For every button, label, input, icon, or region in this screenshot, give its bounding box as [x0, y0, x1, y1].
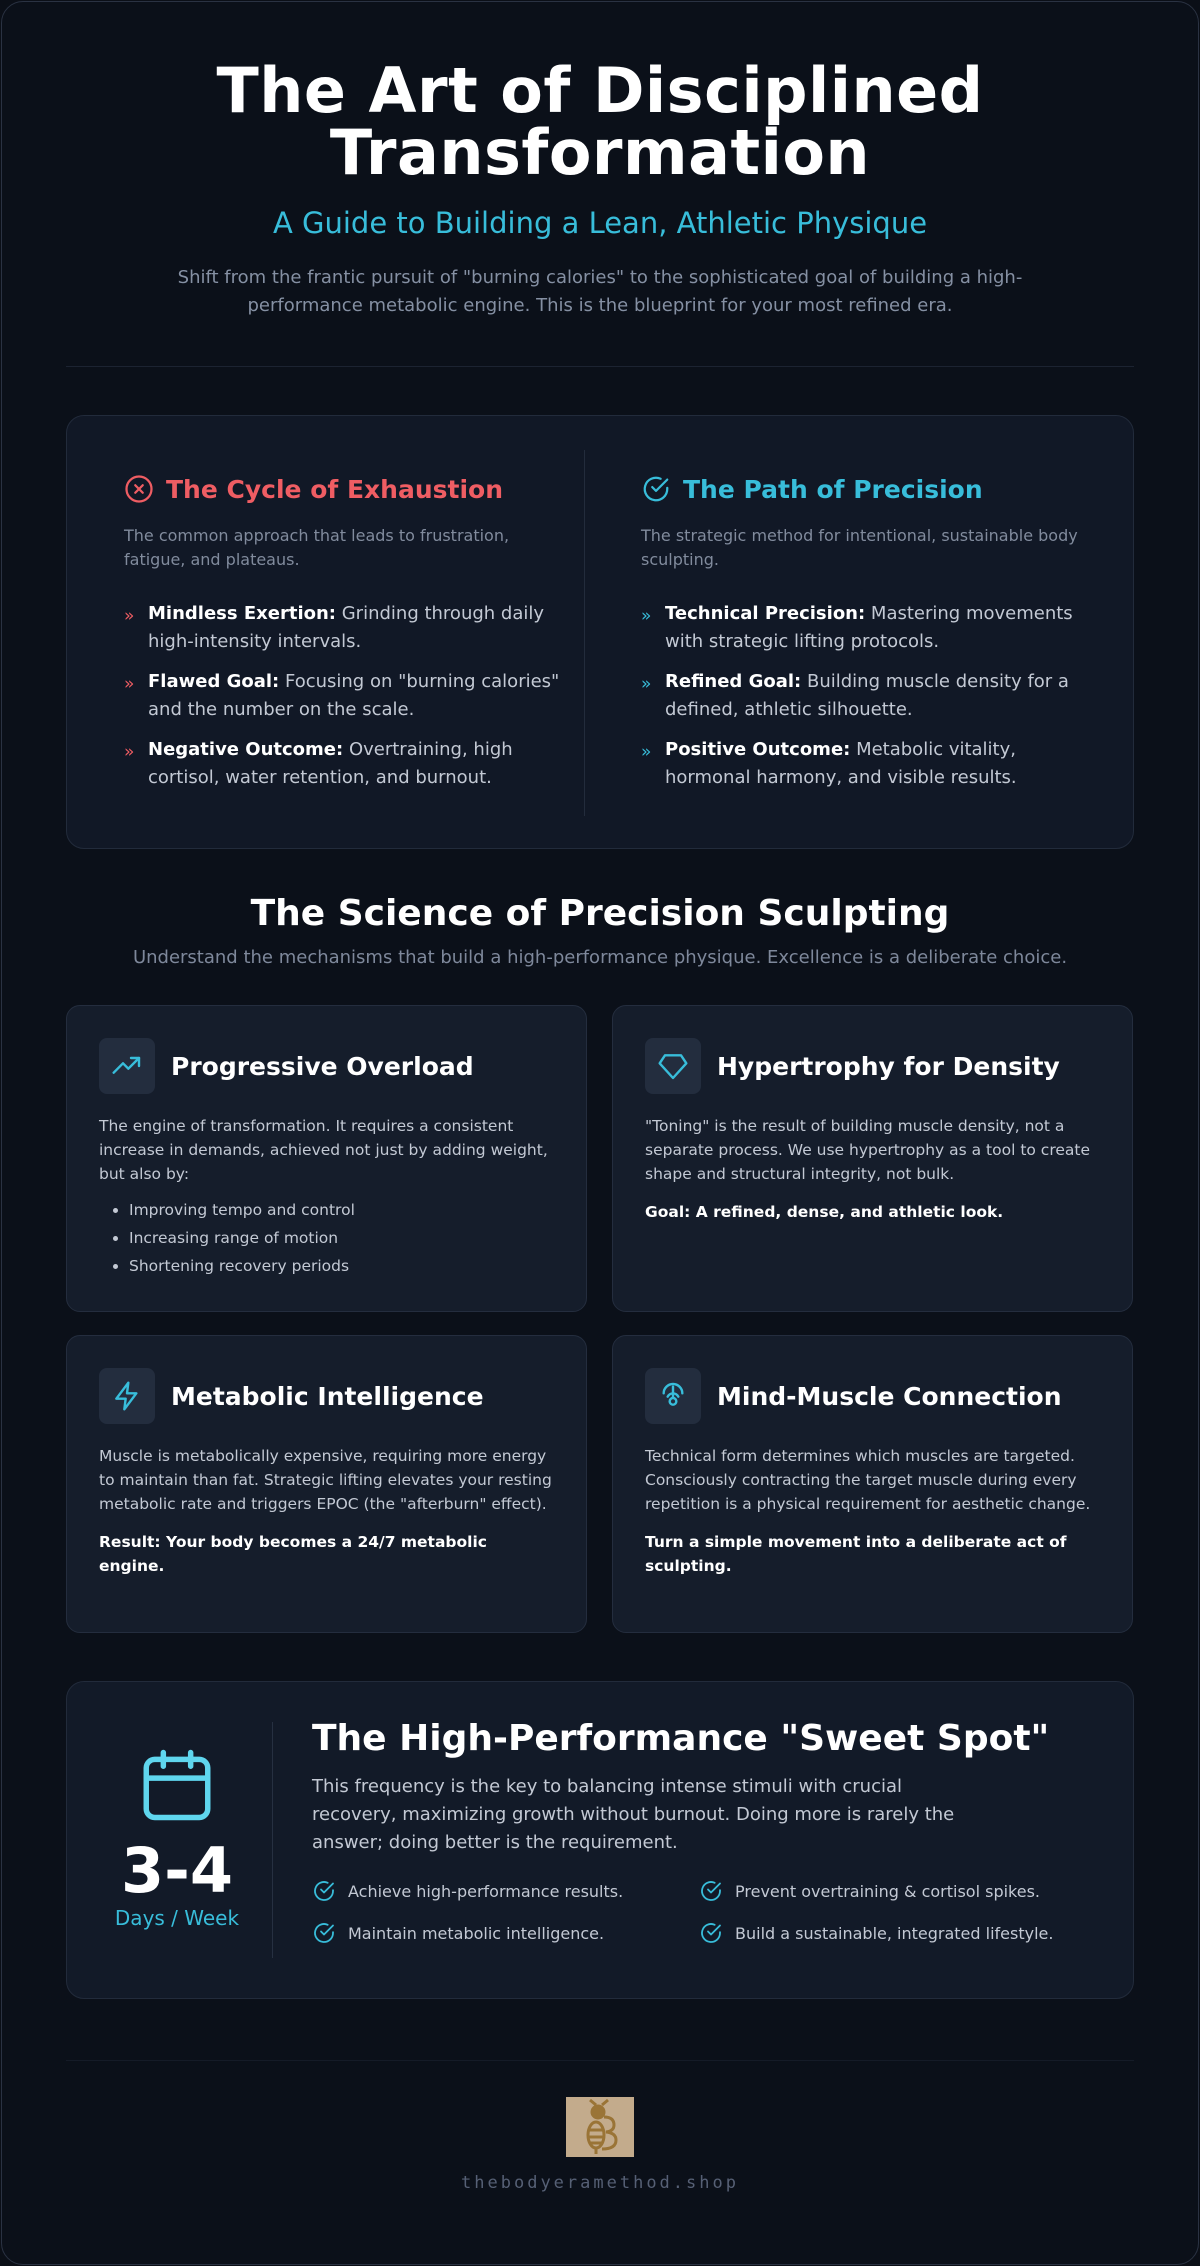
page-subtitle: A Guide to Building a Lean, Athletic Physique	[272, 206, 928, 240]
benefit-item: Build a sustainable, integrated lifestyle.	[699, 1921, 1086, 1945]
list-item: » Positive Outcome: Metabolic vitality, hormonal harmony, and visible results.	[641, 739, 1017, 788]
divider	[66, 366, 1134, 367]
sweet-spot-text: This frequency is the key to balancing intense stimuli with crucial recovery, maximizing growth without burnout. Doing more is rarely the answer; doing better is the requirement.	[312, 1776, 955, 1853]
list-item: • Improving tempo and control	[129, 1196, 554, 1224]
page-lead: Shift from the frantic pursuit of "burning calories" to the sophisticated goal of building a high-performance metabolic engine. This is the blueprint for your most refined era.	[177, 267, 1023, 316]
check-circle-icon	[312, 1879, 336, 1903]
column-title: The Cycle of Exhaustion	[166, 474, 503, 504]
right-list	[641, 600, 1081, 792]
benefit-item: Maintain metabolic intelligence.	[312, 1921, 699, 1945]
list-item: » Technical Precision: Mastering movements with strategic lifting protocols.	[641, 603, 1073, 652]
list-item: » Negative Outcome: Overtraining, high cortisol, water retention, and burnout.	[124, 739, 513, 788]
column-divider	[584, 450, 585, 816]
page-title	[0, 54, 1200, 189]
frequency-badge	[87, 1742, 267, 1930]
list-item: » Refined Goal: Building muscle density for a defined, athletic silhouette.	[641, 671, 1069, 720]
list-item: • Increasing range of motion	[129, 1224, 554, 1252]
card-mind-muscle	[612, 1335, 1133, 1633]
check-circle-icon	[312, 1921, 336, 1945]
card-text: "Toning" is the result of building muscle density, not a separate process. We use hypertrophy as a tool to create shape and structural integrity, not bulk.	[645, 1117, 1091, 1183]
column-title: The Path of Precision	[683, 474, 983, 504]
check-circle-icon	[699, 1921, 723, 1945]
card-progressive-overload	[66, 1005, 587, 1312]
path-of-precision-column	[641, 472, 1081, 804]
card-goal: Goal: A refined, dense, and athletic look.	[645, 1203, 1004, 1221]
column-description: The strategic method for intentional, sustainable body sculpting.	[641, 526, 1078, 569]
bee-logo	[566, 2097, 634, 2157]
list-item: • Shortening recovery periods	[129, 1252, 554, 1280]
check-circle-icon	[699, 1879, 723, 1903]
trending-up-icon	[111, 1050, 143, 1082]
card-metabolic-intelligence	[66, 1335, 587, 1633]
comparison-card	[66, 415, 1134, 849]
card-text: Technical form determines which muscles are targeted. Consciously contracting the target muscle during every repetition is a physical requirement for aesthetic change.	[645, 1447, 1091, 1513]
mind-focus-icon	[657, 1380, 689, 1412]
check-circle-icon	[641, 474, 671, 504]
title-line-2: Transformation	[329, 116, 871, 189]
divider	[272, 1722, 273, 1958]
list-item: » Mindless Exertion: Grinding through daily high-intensity intervals.	[124, 603, 545, 652]
card-takeaway: Turn a simple movement into a deliberate act of sculpting.	[645, 1533, 1067, 1575]
card-title: Metabolic Intelligence	[171, 1381, 484, 1411]
benefit-item: Prevent overtraining & cortisol spikes.	[699, 1879, 1086, 1903]
section-subtitle: Understand the mechanisms that build a high-performance physique. Excellence is a deliberate choice.	[132, 947, 1068, 968]
left-list	[124, 600, 564, 792]
footer-divider	[66, 2060, 1134, 2061]
card-title: Mind-Muscle Connection	[717, 1381, 1062, 1411]
list-item: » Flawed Goal: Focusing on "burning calories" and the number on the scale.	[124, 671, 560, 720]
hero	[0, 54, 1200, 320]
card-text: Muscle is metabolically expensive, requiring more energy to maintain than fat. Strategic lifting elevates your resting metabolic rate and triggers EPOC (the "afterburn" effect).	[99, 1447, 552, 1513]
benefits-list	[312, 1879, 1112, 1945]
frequency-number: 3-4	[120, 1834, 233, 1907]
card-text: The engine of transformation. It requires a consistent increase in demands, achieved not just by adding weight, but also by:	[99, 1117, 548, 1183]
frequency-unit: Days / Week	[114, 1906, 240, 1930]
cycle-of-exhaustion-column	[124, 472, 564, 804]
calendar-icon	[136, 1742, 218, 1828]
benefit-item: Achieve high-performance results.	[312, 1879, 699, 1903]
card-result: Result: Your body becomes a 24/7 metabolic engine.	[99, 1533, 487, 1575]
sweet-spot-title: The High-Performance "Sweet Spot"	[312, 1718, 1050, 1759]
card-hypertrophy	[612, 1005, 1133, 1312]
card-title: Progressive Overload	[171, 1051, 474, 1081]
x-circle-icon	[124, 474, 154, 504]
column-description: The common approach that leads to frustration, fatigue, and plateaus.	[124, 526, 510, 569]
section-title: The Science of Precision Sculpting	[250, 893, 950, 934]
diamond-icon	[657, 1050, 689, 1082]
site-url[interactable]: thebodyeramethod.shop	[461, 2173, 739, 2193]
lightning-icon	[111, 1380, 143, 1412]
card-list	[99, 1196, 554, 1280]
card-title: Hypertrophy for Density	[717, 1051, 1060, 1081]
title-line-1: The Art of Disciplined	[216, 54, 984, 127]
sweet-spot-card	[66, 1681, 1134, 1999]
